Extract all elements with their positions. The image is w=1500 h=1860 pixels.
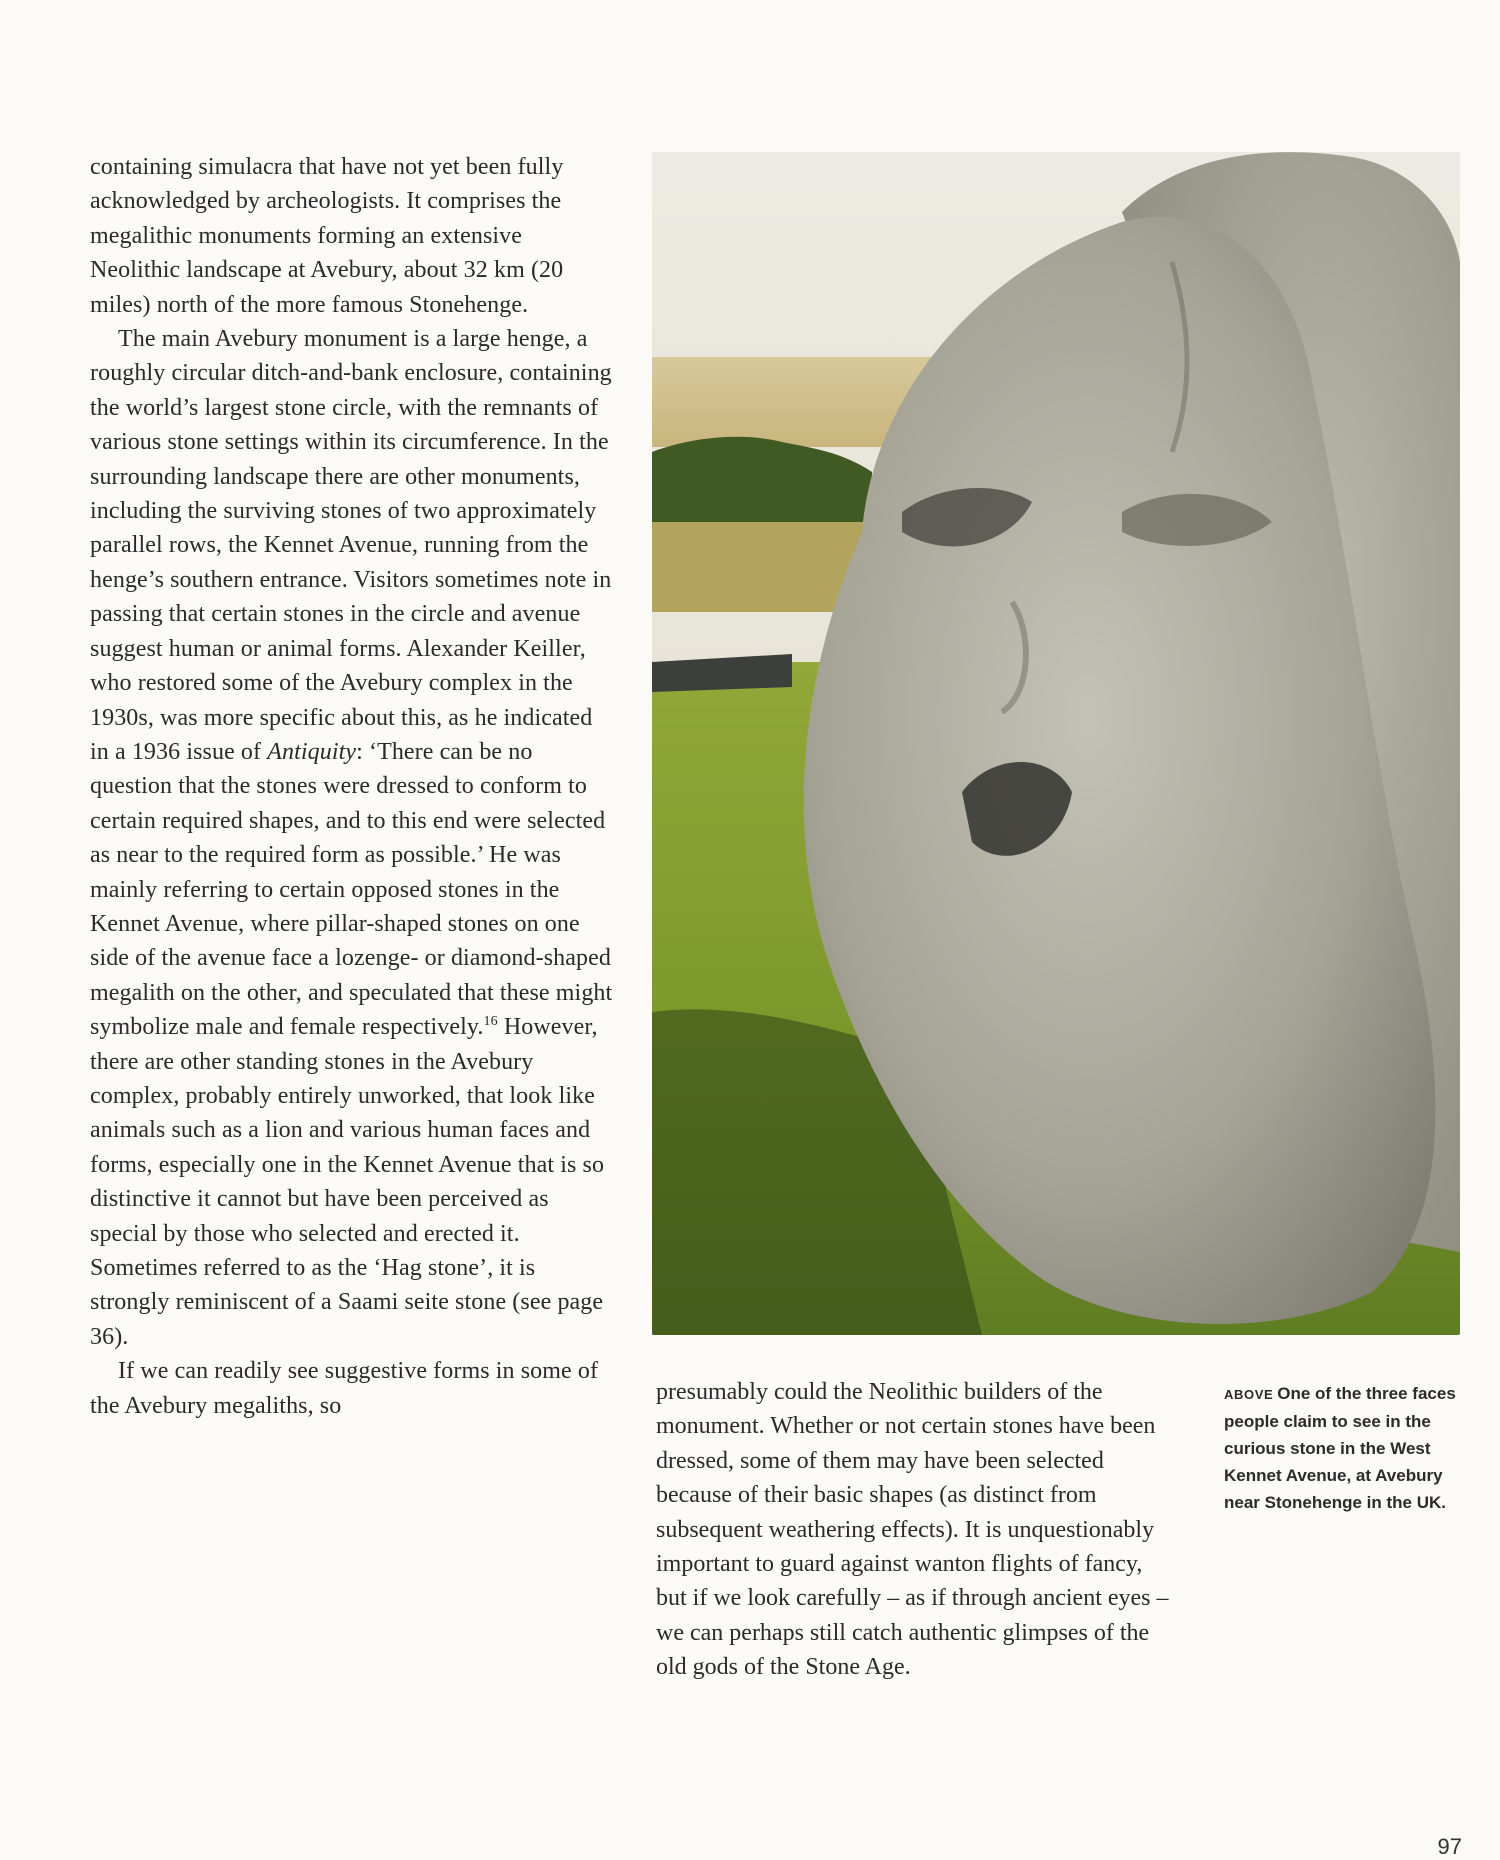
- paragraph-2: [90, 322, 615, 1354]
- middle-text-column: [656, 1375, 1176, 1685]
- paragraph-2-part-b: : ‘There can be no question that the stones were dressed to conform to certain required shapes, and to this end were selected as near to the required form as possible.’ He was mainly referring to certain opposed stones in the Kennet Avenue, where pillar-shaped stones on one side of the avenue face a lozenge- or diamond-shaped megalith on the other, and speculated that these might symbolize male and female respectively.: [90, 738, 613, 1041]
- caption-lead: ABOVE: [1224, 1387, 1274, 1402]
- journal-title: Antiquity: [267, 738, 357, 765]
- photo-caption: [1224, 1380, 1456, 1516]
- paragraph-2-part-c: However, there are other standing stones in the Avebury complex, probably entirely unworked, that look like animals such as a lion and various human faces and forms, especially one in the Kennet Avenue that is so distinctive it cannot but have been perceived as special by those who selected and erected it. Sometimes referred to as the ‘Hag stone’, it is strongly reminiscent of a Saami seite stone (see page 36).: [90, 1014, 605, 1350]
- footnote-marker: 16: [483, 1014, 498, 1030]
- stone-face-illustration: [652, 152, 1460, 1335]
- hag-stone-photo: [652, 152, 1460, 1335]
- paragraph-1: containing simulacra that have not yet been fully acknowledged by archeologists. It comprises the megalithic monuments forming an extensive Neolithic landscape at Avebury, about 32 km (20 miles) north of the more famous Stonehenge.: [90, 154, 564, 318]
- paragraph-3: If we can readily see suggestive forms in some of the Avebury megaliths, so: [90, 1358, 599, 1419]
- page-number: 97: [1437, 1834, 1462, 1859]
- paragraph-2-part-a: The main Avebury monument is a large henge, a roughly circular ditch-and-bank enclosure, containing the world’s largest stone circle, with the remnants of various stone settings within its circumference. In the surrounding landscape there are other monuments, including the surviving stones of two approximately parallel rows, the Kennet Avenue, running from the henge’s southern entrance. Visitors sometimes note in passing that certain stones in the circle and avenue suggest human or animal forms. Alexander Keiller, who restored some of the Avebury complex in the 1930s, was more specific about this, as he indicated in a 1936 issue of: [90, 326, 612, 765]
- continuation-paragraph: presumably could the Neolithic builders of the monument. Whether or not certain stones have been dressed, some of them may have been selected because of their basic shapes (as distinct from subsequent weathering effects). It is unquestionably important to guard against wanton flights of fancy, but if we look carefully – as if through ancient eyes – we can perhaps still catch authentic glimpses of the old gods of the Stone Age.: [656, 1379, 1169, 1681]
- left-text-column: [90, 150, 615, 1423]
- caption-text: One of the three faces people claim to see in the curious stone in the West Kennet Avenue, at Avebury near Stonehenge in the UK.: [1224, 1384, 1456, 1512]
